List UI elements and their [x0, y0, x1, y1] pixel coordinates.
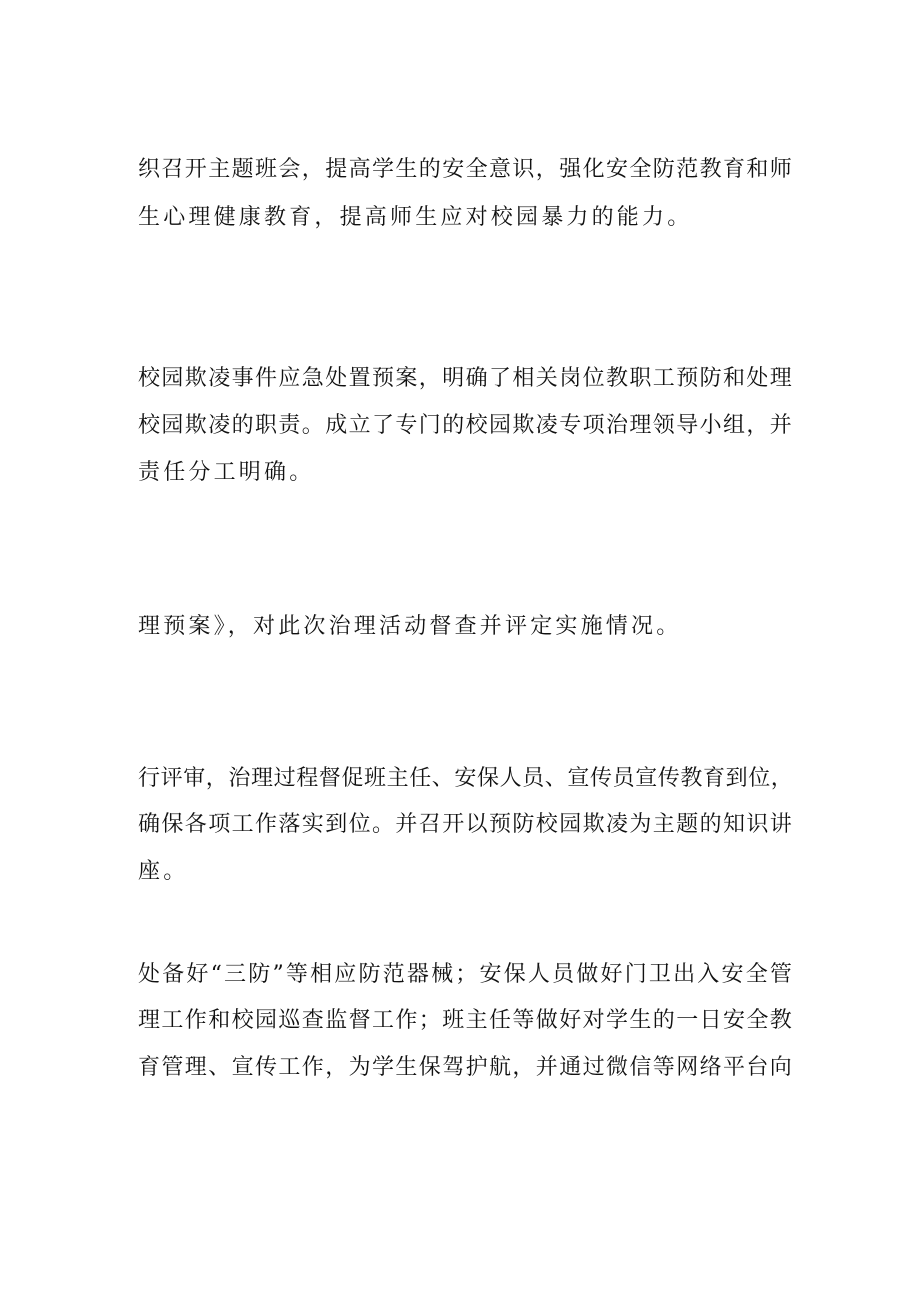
paragraph-line: 育管理、宣传工作，为学生保驾护航，并通过微信等网络平台向	[138, 1055, 794, 1080]
paragraph-line	[182, 566, 842, 596]
paragraph-line: 生心理健康教育，提高师生应对校园暴力的能力。	[138, 205, 693, 230]
paragraph-line	[182, 718, 842, 748]
paragraph-line: 理预案》，对此次治理活动督查并评定实施情况。	[138, 614, 682, 639]
paragraph-line: 校园欺凌的职责。成立了专门的校园欺凌专项治理领导小组，并	[138, 413, 794, 438]
paragraph-line: 行评审，治理过程督促班主任、安保人员、宣传员宣传教育到位，	[138, 766, 794, 791]
paragraph-line: 理工作和校园巡查监督工作；班主任等做好对学生的一日安全教	[138, 1008, 794, 1033]
paragraph-line: 座。	[138, 859, 189, 884]
paragraph-line: 处备好“三防”等相应防范器械；安保人员做好门卫出入安全管	[138, 962, 795, 987]
paragraph-line: 责任分工明确。	[138, 460, 315, 485]
paragraph-line	[182, 912, 842, 942]
paragraph-line	[182, 316, 842, 346]
deputy-leader-line	[182, 664, 842, 694]
paragraph-line: 确保各项工作落实到位。并召开以预防校园欺凌为主题的知识讲	[138, 812, 794, 837]
leader-line	[182, 511, 842, 541]
paragraph-line: 校园欺凌事件应急处置预案，明确了相关岗位教职工预防和处理	[138, 366, 794, 391]
paragraph-line: 织召开主题班会，提高学生的安全意识，强化安全防范教育和师	[138, 157, 794, 182]
section-heading	[182, 263, 842, 293]
